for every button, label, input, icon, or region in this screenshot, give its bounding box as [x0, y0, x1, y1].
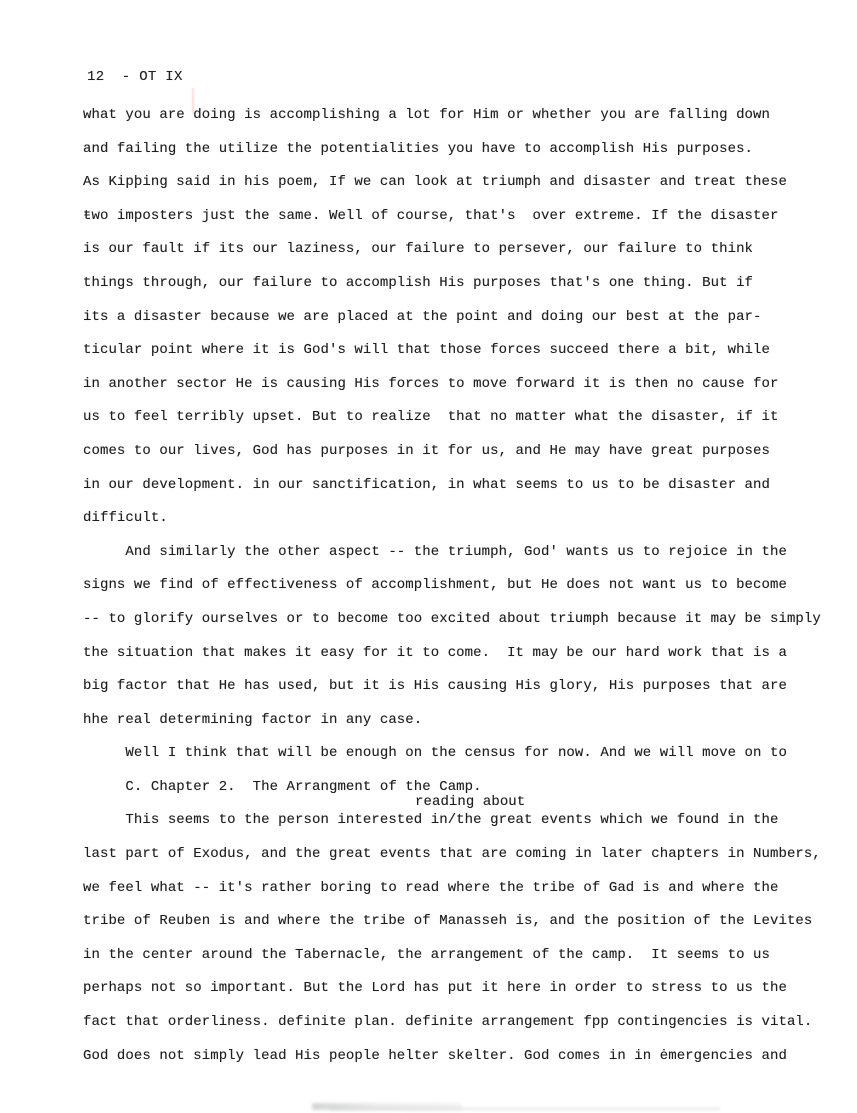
- page-number-header: 12 - OT IX: [87, 69, 183, 85]
- text-line: And similarly the other aspect -- the triumph, God' wants us to rejoice in the: [83, 543, 787, 560]
- text-line: last part of Exodus, and the great events that are coming in later chapters in Numbers,: [83, 846, 821, 863]
- text-line: This seems to the person interested in/the great events which we found in the: [83, 812, 779, 829]
- text-line: and failing the utilize the potentialities you have to accomplish His purposes.: [83, 140, 754, 157]
- text-line: we feel what -- it's rather boring to read where the tribe of Gad is and where the: [83, 879, 779, 896]
- text-line: is our fault if its our laziness, our failure to persever, our failure to think: [83, 241, 754, 258]
- text-line: its a disaster because we are placed at the point and doing our best at the par-: [83, 308, 762, 325]
- text-line: hhe real determining factor in any case.: [83, 711, 423, 728]
- text-line: the situation that makes it easy for it to come. It may be our hard work that is a: [83, 644, 787, 661]
- text-line: things through, our failure to accomplish His purposes that's one thing. But if: [83, 274, 754, 291]
- text-line: comes to our lives, God has purposes in it for us, and He may have great purposes: [83, 442, 770, 459]
- text-line: ŧwo imposters just the same. Well of course, that's over extreme. If the disaster: [83, 207, 779, 224]
- text-line: signs we find of effectiveness of accomplishment, but He does not want us to become: [83, 577, 787, 594]
- text-line: ticular point where it is God's will that those forces succeed there a bit, while: [83, 342, 770, 359]
- transcript-body: [83, 99, 853, 1073]
- text-line: As Kipþing said in his poem, If we can look at triumph and disaster and treat these: [83, 174, 787, 191]
- text-line: tribe of Reuben is and where the tribe of Manasseh is, and the position of the Levites: [83, 913, 813, 930]
- text-line: difficult.: [83, 510, 168, 527]
- text-line: what you are doing is accomplishing a lot for Him or whether you are falling down: [83, 107, 770, 123]
- text-line: -- to glorify ourselves or to become too excited about triumph because it may be simply: [83, 610, 821, 627]
- text-line: perhaps not so important. But the Lord has put it here in order to stress to us the: [83, 980, 787, 997]
- text-line: fact that orderliness. definite plan. definite arrangement fpp contingencies is vital.: [83, 1014, 813, 1031]
- text-line: us to feel terribly upset. But to realize that no matter what the disaster, if it: [83, 409, 779, 426]
- text-line: God does not simply lead His people helter skelter. God comes in in ėmergencies and: [83, 1047, 787, 1064]
- text-line: in the center around the Tabernacle, the arrangement of the camp. It seems to us: [83, 946, 770, 963]
- text-line: in another sector He is causing His forces to move forward it is then no cause for: [83, 375, 779, 392]
- scan-artifact-line: [330, 1107, 720, 1111]
- text-line: big factor that He has used, but it is His causing His glory, His purposes that are: [83, 678, 787, 695]
- text-line: C. Chapter 2. The Arrangment of the Camp.: [83, 778, 482, 795]
- text-line: in our development. in our sanctification, in what seems to us to be disaster and: [83, 476, 770, 493]
- interlinear-insertion: reading about: [415, 794, 526, 810]
- text-line: Well I think that will be enough on the census for now. And we will move on to: [83, 745, 787, 762]
- ribbon-artifact: [192, 88, 194, 114]
